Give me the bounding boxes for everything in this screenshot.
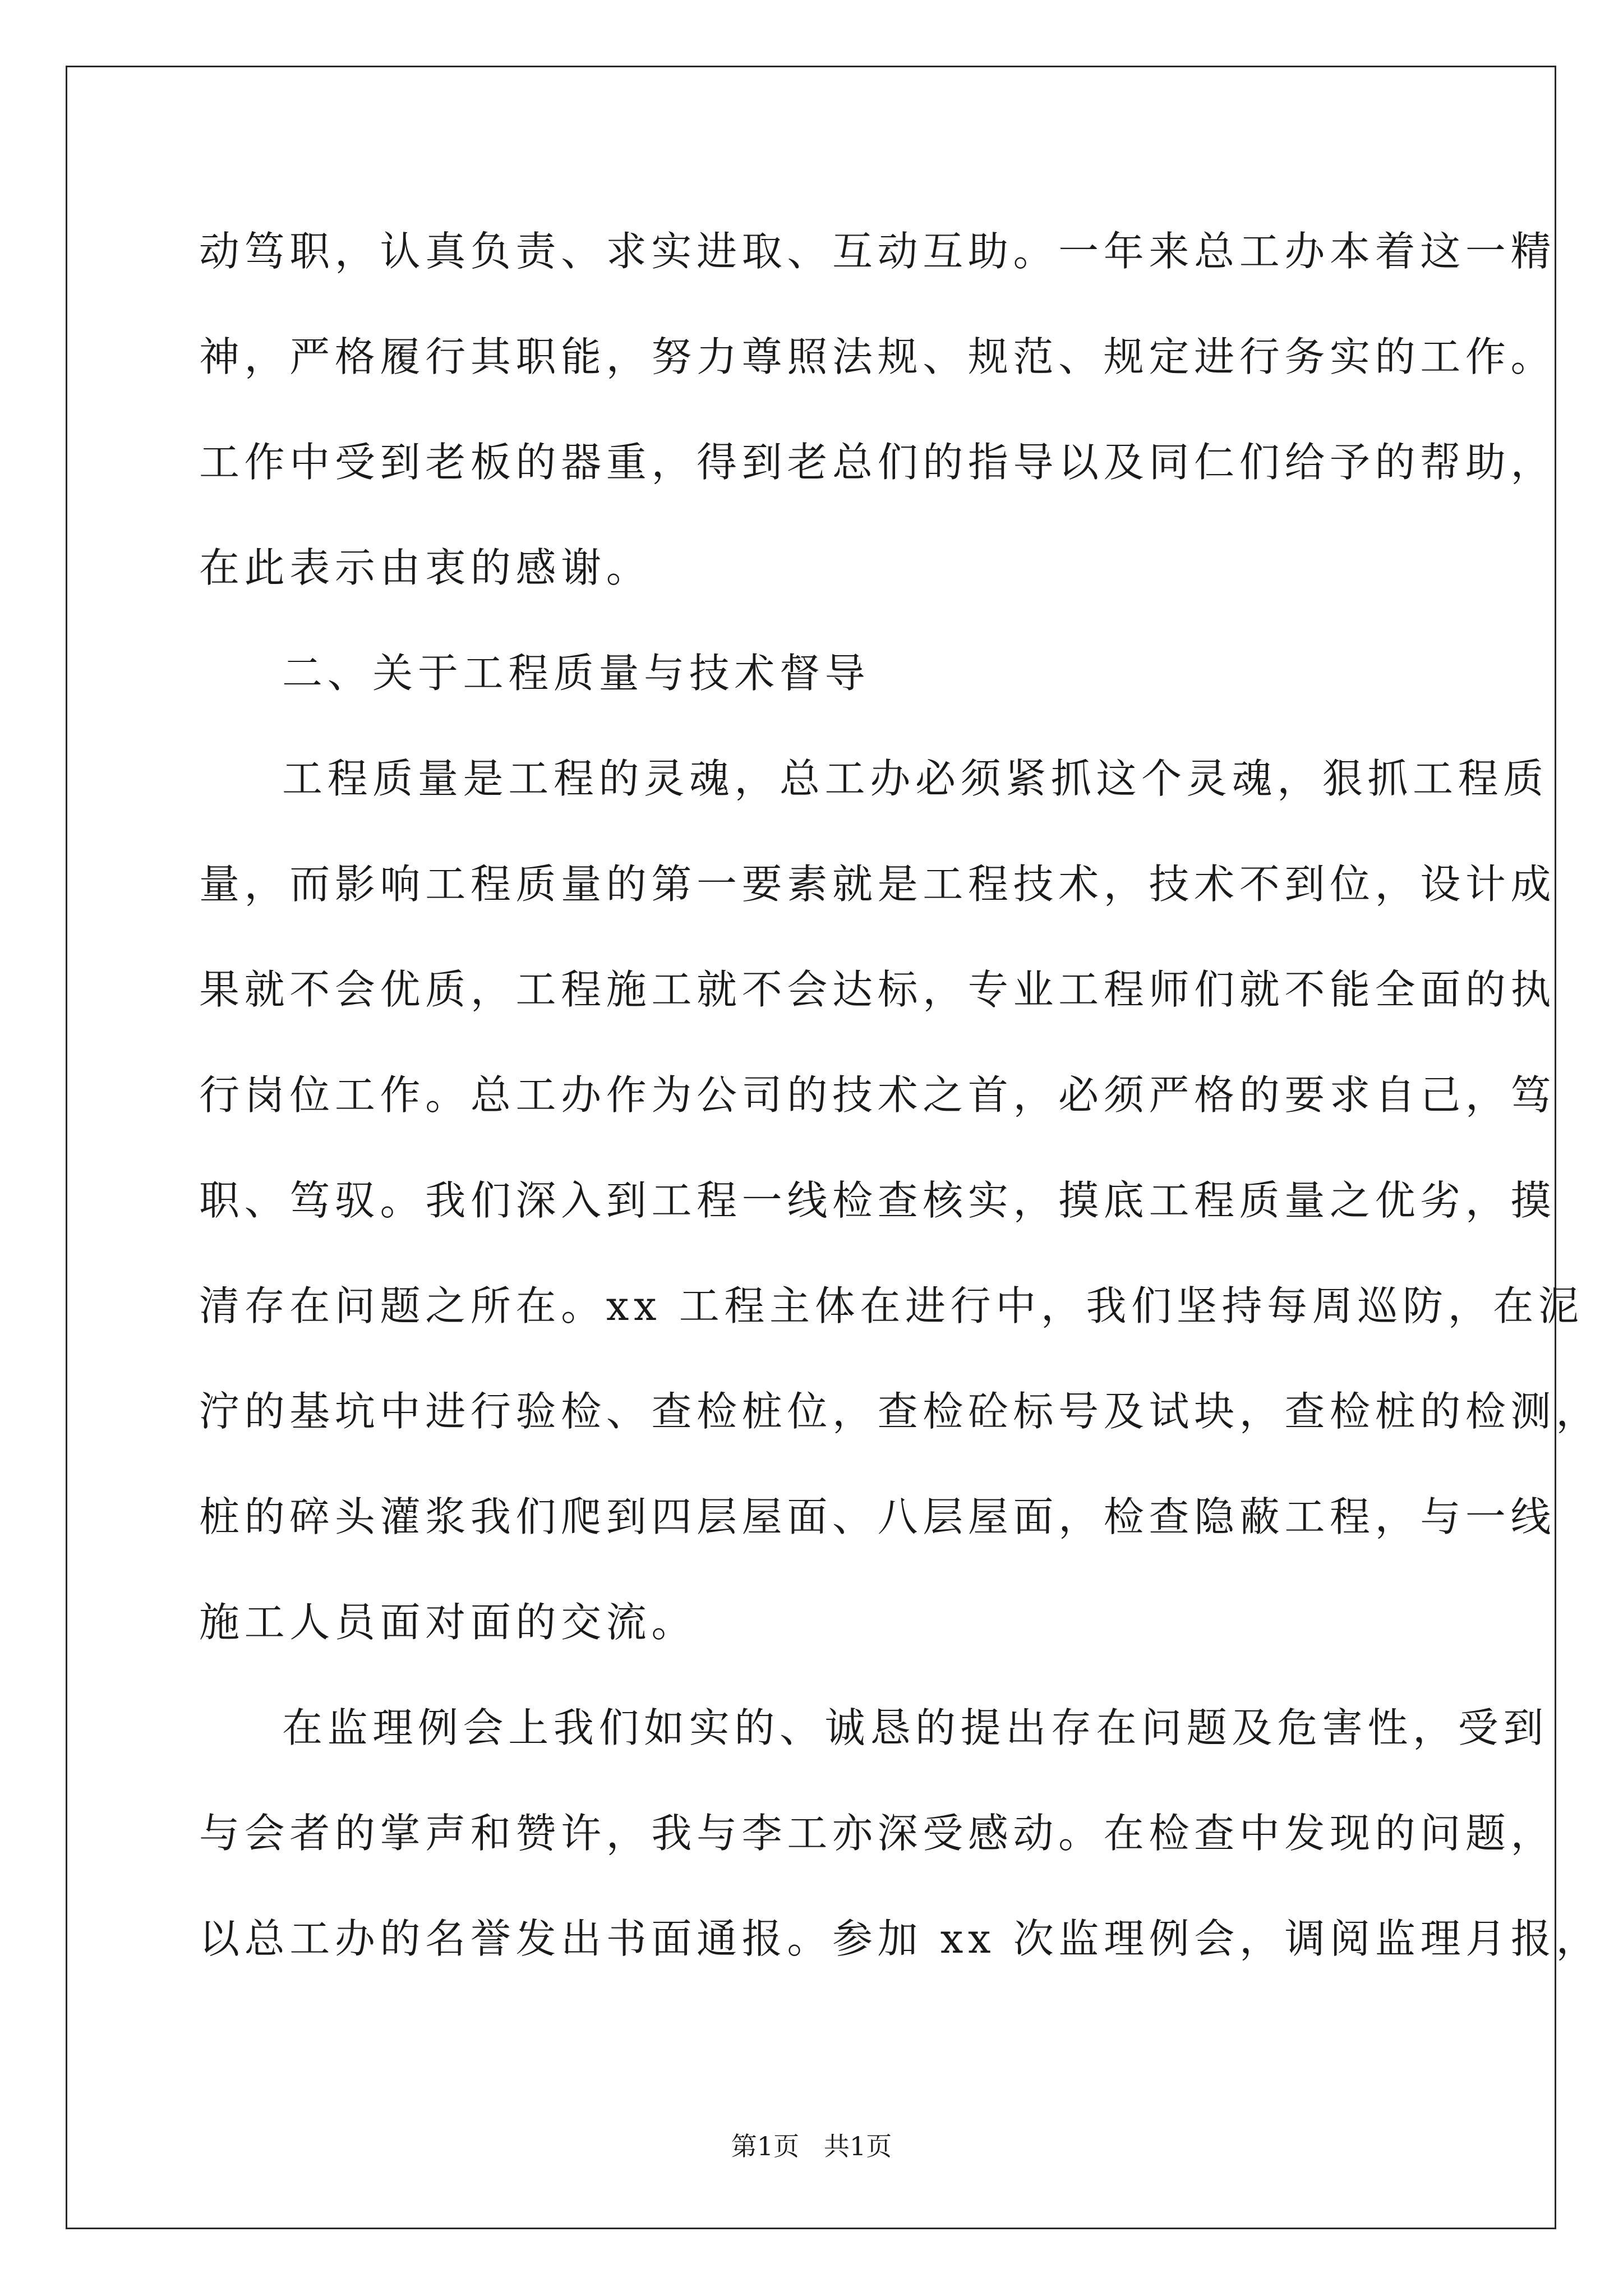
paragraph-line: 清存在问题之所在。xx 工程主体在进行中，我们坚持每周巡防，在泥: [199, 1282, 1584, 1329]
paragraph-line: 职、笃驭。我们深入到工程一线检查核实，摸底工程质量之优劣，摸: [199, 1177, 1556, 1224]
paragraph-line: 神，严格履行其职能，努力尊照法规、规范、规定进行务实的工作。: [199, 333, 1556, 380]
page-footer: 第1页 共1页: [731, 2131, 892, 2161]
paragraph-line: 与会者的掌声和赞许，我与李工亦深受感动。在检查中发现的问题，: [199, 1810, 1556, 1857]
page-border: [66, 66, 1556, 2229]
paragraph-line: 果就不会优质，工程施工就不会达标，专业工程师们就不能全面的执: [199, 966, 1556, 1013]
paragraph-line: 桩的碎头灌浆我们爬到四层屋面、八层屋面，检查隐蔽工程，与一线: [199, 1493, 1556, 1540]
paragraph-line: 以总工办的名誉发出书面通报。参加 xx 次监理例会，调阅监理月报，: [199, 1915, 1602, 1962]
section-heading: 二、关于工程质量与技术督导: [282, 650, 870, 697]
paragraph-line: 在监理例会上我们如实的、诚恳的提出存在问题及危害性，受到: [282, 1704, 1548, 1751]
paragraph-line: 动笃职，认真负责、求实进取、互动互助。一年来总工办本着这一精: [199, 228, 1556, 275]
paragraph-line: 量，而影响工程质量的第一要素就是工程技术，技术不到位，设计成: [199, 861, 1556, 908]
paragraph-line: 行岗位工作。总工办作为公司的技术之首，必须严格的要求自己，笃: [199, 1071, 1556, 1119]
paragraph-line: 在此表示由衷的感谢。: [199, 544, 652, 591]
paragraph-line: 施工人员面对面的交流。: [199, 1599, 697, 1646]
paragraph-line: 泞的基坑中进行验检、查检桩位，查检砼标号及试块，查检桩的检测，: [199, 1388, 1601, 1435]
paragraph-line: 工作中受到老板的器重，得到老总们的指导以及同仁们给予的帮助，: [199, 439, 1556, 486]
paragraph-line: 工程质量是工程的灵魂，总工办必须紧抓这个灵魂，狠抓工程质: [282, 755, 1548, 802]
